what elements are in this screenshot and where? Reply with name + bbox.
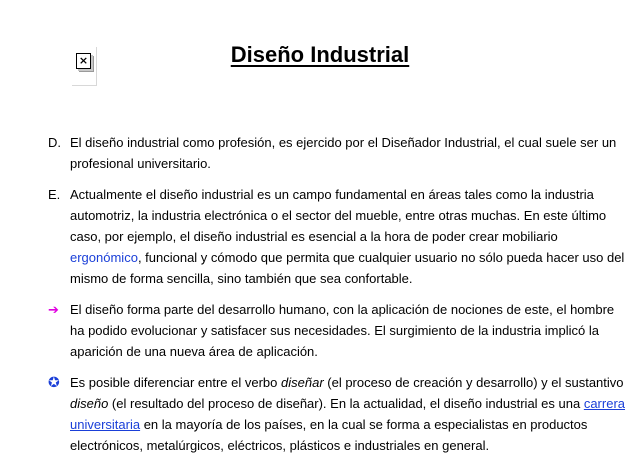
item-text: (el proceso de creación y desarrollo) y el sustantivo <box>323 375 624 390</box>
right-arrow-icon: ➔ <box>48 302 59 317</box>
verb-term: diseñar <box>281 375 324 390</box>
close-icon: × <box>78 54 89 67</box>
content-list <box>48 132 628 466</box>
list-item <box>48 132 628 174</box>
item-text: Actualmente el diseño industrial es un campo fundamental en áreas tales como la industria automotriz, la industria electrónica o el sector del mueble, entre otras muchas. En este último caso, por ejemplo, el diseño industrial es esencial a la hora de poder crear mobiliario <box>70 187 607 244</box>
list-item <box>48 372 628 456</box>
item-text: El diseño industrial como profesión, es ejercido por el Diseñador Industrial, el cual suele ser un profesional universitario. <box>70 135 617 171</box>
item-text: (el resultado del proceso de diseñar). En la actualidad, el diseño industrial es una <box>108 396 584 411</box>
item-text: , funcional y cómodo que permita que cualquier usuario no sólo pueda hacer uso del mismo de forma sencilla, sino también que sea confortable. <box>70 250 625 286</box>
page-title: Diseño Industrial <box>230 42 410 67</box>
list-item <box>48 184 628 289</box>
item-text: El diseño forma parte del desarrollo humano, con la aplicación de nociones de este, el hombre ha podido evolucionar y satisfacer sus necesidades. El surgimiento de la industria implicó la aparición de una nueva área de aplicación. <box>70 302 615 359</box>
ergonomico-link[interactable]: ergonómico <box>70 250 138 265</box>
carrera-universitaria-link[interactable]: carrera universitaria <box>70 396 626 432</box>
star-circle-icon: ✪ <box>48 374 60 390</box>
list-item <box>48 299 628 362</box>
noun-term: diseño <box>70 396 109 411</box>
item-text: en la mayoría de los países, en la cual se forma a especialistas en productos electrónicos, metalúrgicos, eléctricos, plásticos e industriales en general. <box>70 417 588 453</box>
list-marker: D. <box>48 135 61 150</box>
item-text: Es posible diferenciar entre el verbo <box>70 375 282 390</box>
list-marker: E. <box>48 187 61 202</box>
